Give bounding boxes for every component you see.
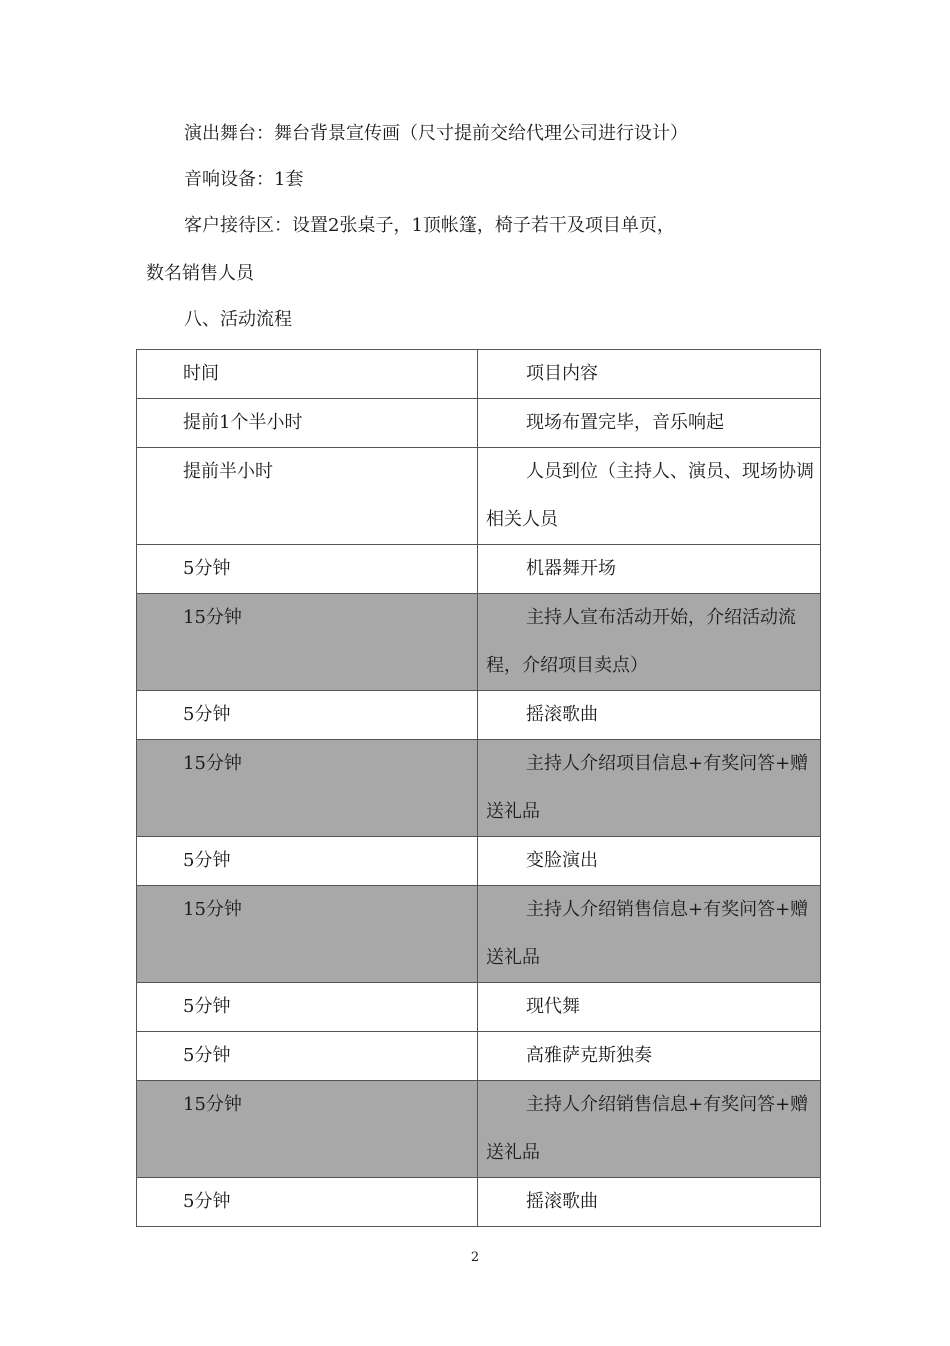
table-row	[137, 1081, 821, 1178]
row-time: 15分钟	[137, 594, 478, 691]
row-content	[478, 886, 821, 983]
row-time: 5分钟	[137, 691, 478, 740]
row-content-text: 高雅萨克斯独奏	[526, 1045, 652, 1066]
header-content-label: 项目内容	[526, 363, 598, 384]
row-content-text: 现代舞	[526, 996, 580, 1017]
row-content	[478, 448, 821, 545]
row-content-text: 现场布置完毕，音乐响起	[526, 412, 724, 433]
table-row	[137, 594, 821, 691]
row-content	[478, 837, 821, 886]
table-row	[137, 448, 821, 545]
row-time: 提前1个半小时	[137, 399, 478, 448]
reception-paragraph-line1: 客户接待区：设置2张桌子，1顶帐篷，椅子若干及项目单页，	[184, 215, 675, 236]
row-content	[478, 1032, 821, 1081]
section-heading: 八、活动流程	[184, 309, 292, 330]
row-content-text: 变脸演出	[526, 850, 598, 871]
row-content	[478, 740, 821, 837]
row-time: 提前半小时	[137, 448, 478, 545]
row-content-text: 主持人宣布活动开始，介绍活动流程，介绍项目卖点）	[486, 607, 796, 676]
row-content	[478, 594, 821, 691]
table-row	[137, 983, 821, 1032]
table-row	[137, 740, 821, 837]
page-number: 2	[470, 1250, 480, 1265]
audio-paragraph: 音响设备：1套	[184, 169, 304, 190]
row-time: 5分钟	[137, 837, 478, 886]
schedule-table	[136, 349, 821, 1227]
row-content	[478, 691, 821, 740]
table-row	[137, 886, 821, 983]
row-content-text: 主持人介绍销售信息+有奖问答+赠送礼品	[486, 899, 809, 968]
table-row	[137, 1032, 821, 1081]
row-time: 5分钟	[137, 983, 478, 1032]
row-time: 15分钟	[137, 740, 478, 837]
reception-paragraph-line2: 数名销售人员	[146, 263, 254, 284]
row-content	[478, 1081, 821, 1178]
table-row	[137, 837, 821, 886]
header-time: 时间	[137, 350, 478, 399]
table-header-row	[137, 350, 821, 399]
row-time: 5分钟	[137, 1032, 478, 1081]
row-time: 5分钟	[137, 545, 478, 594]
row-content	[478, 399, 821, 448]
table-row	[137, 545, 821, 594]
row-time: 15分钟	[137, 1081, 478, 1178]
table-row	[137, 399, 821, 448]
row-content	[478, 983, 821, 1032]
row-content-text: 主持人介绍项目信息+有奖问答+赠送礼品	[486, 753, 809, 822]
row-content-text: 人员到位（主持人、演员、现场协调相关人员	[486, 461, 814, 530]
header-content	[478, 350, 821, 399]
table-row	[137, 1178, 821, 1227]
row-content-text: 摇滚歌曲	[526, 704, 598, 725]
row-content	[478, 545, 821, 594]
stage-paragraph: 演出舞台：舞台背景宣传画（尺寸提前交给代理公司进行设计）	[184, 123, 688, 144]
row-time: 5分钟	[137, 1178, 478, 1227]
row-content	[478, 1178, 821, 1227]
row-content-text: 机器舞开场	[526, 558, 616, 579]
row-content-text: 摇滚歌曲	[526, 1191, 598, 1212]
table-row	[137, 691, 821, 740]
row-time: 15分钟	[137, 886, 478, 983]
row-content-text: 主持人介绍销售信息+有奖问答+赠送礼品	[486, 1094, 809, 1163]
